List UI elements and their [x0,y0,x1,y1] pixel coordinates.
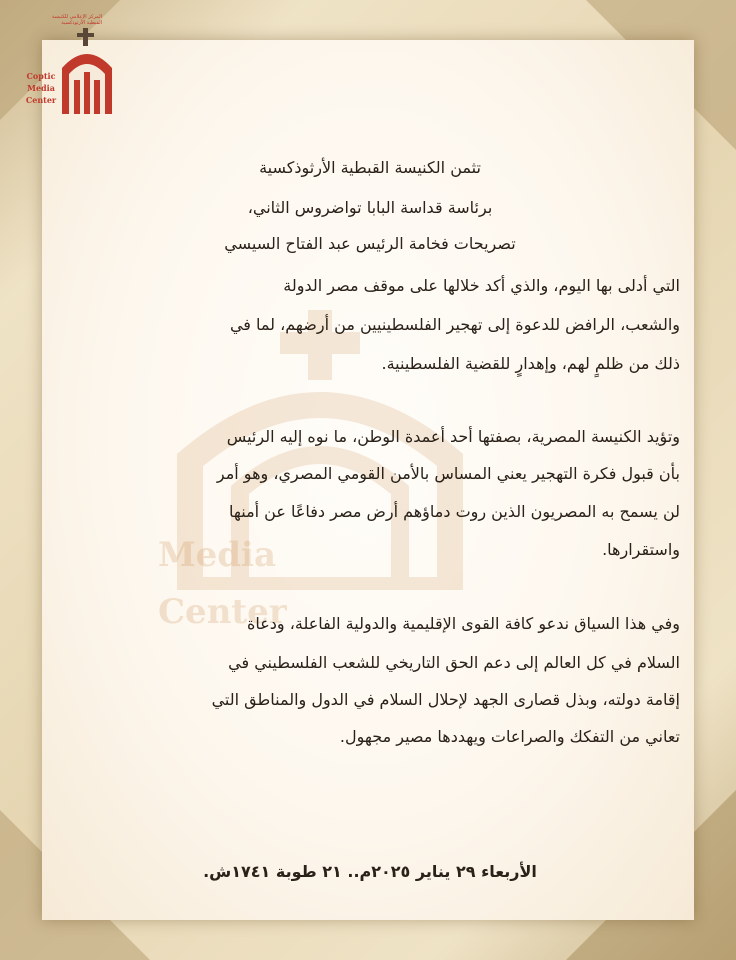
paragraph-line: التي أدلى بها اليوم، والذي أكد خلالها على موقف مصر الدولة [283,276,680,295]
logo-brand-text [24,70,58,106]
paragraph-line: واستقرارها. [602,540,680,559]
church-logo-icon [60,28,114,114]
paragraph-line: إقامة دولته، وبذل قصارى الجهد لإحلال السلام في الدول والمناطق التي [211,690,680,709]
coptic-media-center-logo [24,14,114,114]
logo-arabic-caption: المركز الإعلامي للكنيسة القبطية الأرثوذكسية [51,14,102,26]
paragraph-line: وتؤيد الكنيسة المصرية، بصفتها أحد أعمدة الوطن، ما نوه إليه الرئيس [226,427,680,446]
logo-brand-line: Media [27,83,55,93]
paragraph-line: لن يسمح به المصريون الذين روت دماؤهم أرض مصر دفاعًا عن أمنها [228,502,680,521]
heading-line: برئاسة قداسة البابا تواضروس الثاني، [247,198,493,217]
watermark-text-center: Center [158,592,287,632]
logo-brand-line: Coptic [26,71,56,81]
paragraph-line: ذلك من ظلمٍ لهم، وإهدارٍ للقضية الفلسطينية. [381,354,680,373]
watermark-text-media: Media [158,535,276,575]
logo-brand-line: Center [25,95,57,105]
heading-line: تصريحات فخامة الرئيس عبد الفتاح السيسي [224,234,516,253]
date-line: الأربعاء ٢٩ يناير ٢٠٢٥م.. ٢١ طوبة ١٧٤١ش. [203,862,537,881]
paragraph-line: بأن قبول فكرة التهجير يعني المساس بالأمن القومي المصري، وهو أمر [216,464,680,483]
paragraph-line: السلام في كل العالم إلى دعم الحق التاريخي للشعب الفلسطيني في [228,653,680,672]
paragraph-line: والشعب، الرافض للدعوة إلى تهجير الفلسطينيين من أرضهم، لما في [229,315,680,334]
paragraph-line: تعاني من التفكك والصراعات ويهددها مصير مجهول. [339,727,680,746]
paragraph-line: وفي هذا السياق ندعو كافة القوى الإقليمية والدولية الفاعلة، ودعاة [246,614,680,633]
heading-line: تثمن الكنيسة القبطية الأرثوذكسية [259,158,481,177]
